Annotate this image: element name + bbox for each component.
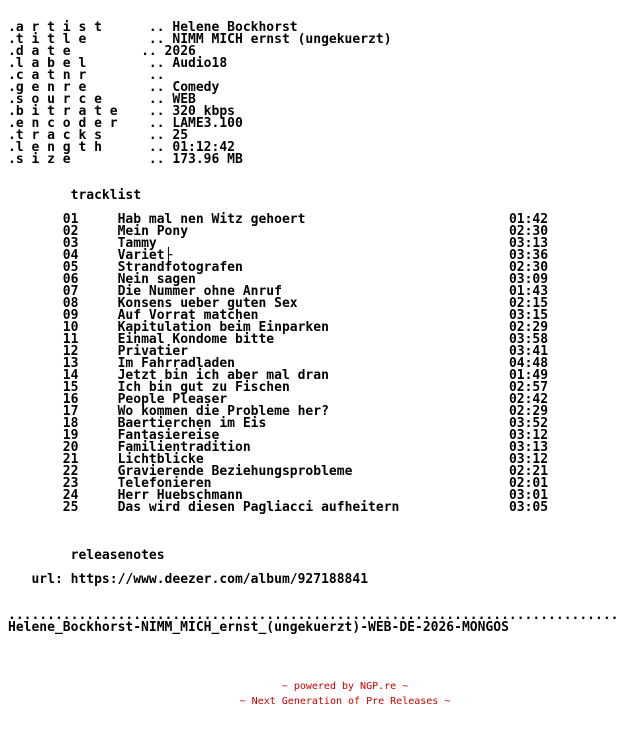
meta-key: .l a b e l (8, 56, 87, 71)
track-title: Telefonieren (117, 476, 212, 491)
track-number: 09 (62, 308, 79, 323)
meta-row: .e n c o d e r .. LAME3.100 (8, 116, 243, 131)
meta-value: Helene Bockhorst (172, 20, 298, 35)
meta-value: Comedy (172, 80, 220, 95)
track-duration: 03:13 (508, 236, 549, 251)
track-duration: 03:15 (508, 308, 549, 323)
release-name: Helene_Bockhorst-NIMM_MICH_ernst_(ungekuerzt)-WEB-DE-2026-MONGOS (8, 620, 509, 635)
track-title: Im Fahrradladen (117, 356, 235, 371)
track-duration: 03:12 (508, 428, 549, 443)
track-title: Konsens ueber guten Sex (117, 296, 298, 311)
footer-line-1: ~ powered by NGP.re ~ (281, 681, 409, 692)
track-title: Gravierende Beziehungsprobleme (117, 464, 353, 479)
track-duration: 03:13 (508, 440, 549, 455)
meta-block (8, 20, 392, 167)
track-duration: 04:48 (508, 356, 549, 371)
meta-row: .c a t n r .. (8, 68, 173, 83)
track-number: 13 (62, 356, 79, 371)
meta-value: WEB (172, 92, 196, 107)
track-duration: 02:30 (508, 260, 549, 275)
track-title: Herr Huebschmann (117, 488, 243, 503)
track-duration: 03:12 (508, 452, 549, 467)
track-number: 01 (62, 212, 79, 227)
track-duration: 02:30 (508, 224, 549, 239)
track-number: 25 (62, 500, 79, 515)
track-duration: 01:49 (508, 368, 549, 383)
track-number: 12 (62, 344, 79, 359)
track-number: 15 (62, 380, 79, 395)
meta-key: .c a t n r (8, 68, 87, 83)
meta-row: .d a t e .. 2026 (8, 44, 196, 59)
track-duration: 02:57 (508, 380, 549, 395)
track-duration: 03:01 (508, 488, 549, 503)
track-row (8, 500, 548, 515)
track-number: 19 (62, 428, 79, 443)
track-number: 05 (62, 260, 79, 275)
track-number: 04 (62, 248, 79, 263)
url-label: url: (31, 572, 63, 587)
meta-key: .b i t r a t e (8, 104, 118, 119)
track-number: 08 (62, 296, 79, 311)
meta-row: .s o u r c e .. WEB (8, 92, 196, 107)
meta-key: .s o u r c e (8, 92, 102, 107)
track-duration: 01:42 (508, 212, 549, 227)
meta-value: LAME3.100 (172, 116, 243, 131)
meta-row: .t r a c k s .. 25 (8, 128, 189, 143)
track-duration: 02:15 (508, 296, 549, 311)
track-number: 11 (62, 332, 79, 347)
meta-key: .t r a c k s (8, 128, 102, 143)
meta-key: .d a t e (8, 44, 71, 59)
track-title: Privatier (117, 344, 189, 359)
meta-key: .g e n r e (8, 80, 87, 95)
meta-key: .l e n g t h (8, 140, 102, 155)
track-title: Lichtblicke (117, 452, 204, 467)
nfo-document (8, 22, 618, 634)
track-title: Auf Vorrat matchen (117, 308, 259, 323)
track-duration: 02:21 (508, 464, 549, 479)
meta-value: 173.96 MB (172, 152, 243, 167)
meta-value: NIMM MICH ernst (ungekuerzt) (172, 32, 392, 47)
track-title: Jetzt bin ich aber mal dran (117, 368, 329, 383)
track-title: Einmal Kondome bitte (117, 332, 275, 347)
meta-row: .g e n r e .. Comedy (8, 80, 220, 95)
meta-value: 2026 (164, 44, 196, 59)
meta-row: .l a b e l .. Audio18 (8, 56, 228, 71)
track-duration: 02:01 (508, 476, 549, 491)
meta-value: 25 (172, 128, 189, 143)
track-number: 02 (62, 224, 79, 239)
track-number: 22 (62, 464, 79, 479)
track-title: Die Nummer ohne Anruf (117, 284, 282, 299)
track-number: 07 (62, 284, 79, 299)
track-duration: 02:29 (508, 404, 549, 419)
meta-value: 01:12:42 (172, 140, 235, 155)
track-duration: 03:09 (508, 272, 549, 287)
releasenotes-heading: releasenotes (70, 548, 165, 563)
track-number: 14 (62, 368, 79, 383)
dotted-separator: .............................................................................. (8, 608, 619, 623)
track-duration: 02:29 (508, 320, 549, 335)
track-number: 03 (62, 236, 79, 251)
track-number: 18 (62, 416, 79, 431)
meta-key: .t i t l e (8, 32, 87, 47)
track-duration: 03:58 (508, 332, 549, 347)
track-duration: 03:41 (508, 344, 549, 359)
track-title: People Pleaser (117, 392, 228, 407)
track-duration: 01:43 (508, 284, 549, 299)
track-duration: 02:42 (508, 392, 549, 407)
track-title: Mein Pony (117, 224, 189, 239)
track-title: Strandfotografen (117, 260, 243, 275)
track-number: 20 (62, 440, 79, 455)
meta-row: .l e n g t h .. 01:12:42 (8, 140, 235, 155)
track-title: Fantasiereise (117, 428, 220, 443)
track-duration: 03:05 (508, 500, 549, 515)
tracklist-heading: tracklist (70, 188, 142, 203)
track-number: 06 (62, 272, 79, 287)
meta-key: .s i z e (8, 152, 71, 167)
track-title: Wo kommen die Probleme her? (117, 404, 329, 419)
meta-value: Audio18 (172, 56, 228, 71)
track-title: Familientradition (117, 440, 251, 455)
track-title: Ich bin gut zu Fischen (117, 380, 290, 395)
track-duration: 03:36 (508, 248, 549, 263)
meta-row: .b i t r a t e .. 320 kbps (8, 104, 235, 119)
meta-value: 320 kbps (172, 104, 235, 119)
track-duration: 03:52 (508, 416, 549, 431)
track-title: Das wird diesen Pagliacci aufheitern (117, 500, 400, 515)
tracklist (8, 212, 548, 515)
track-title: Baertierchen im Eis (117, 416, 267, 431)
track-number: 16 (62, 392, 79, 407)
track-title: Tammy (117, 236, 157, 251)
track-title: Variet├ (117, 248, 173, 263)
meta-key: .a r t i s t (8, 20, 102, 35)
track-number: 21 (62, 452, 79, 467)
track-number: 24 (62, 488, 79, 503)
track-number: 17 (62, 404, 79, 419)
meta-row: .s i z e .. 173.96 MB (8, 152, 243, 167)
meta-row: .t i t l e .. NIMM MICH ernst (ungekuerzt) (8, 32, 392, 47)
meta-key: .e n c o d e r (8, 116, 118, 131)
track-title: Nein sagen (117, 272, 196, 287)
footer-line-2: ~ Next Generation of Pre Releases ~ (239, 696, 451, 707)
track-title: Kapitulation beim Einparken (117, 320, 329, 335)
track-number: 23 (62, 476, 79, 491)
track-title: Hab mal nen Witz gehoert (117, 212, 306, 227)
release-url[interactable]: https://www.deezer.com/album/927188841 (70, 572, 369, 587)
track-number: 10 (62, 320, 79, 335)
meta-row: .a r t i s t .. Helene Bockhorst (8, 20, 298, 35)
